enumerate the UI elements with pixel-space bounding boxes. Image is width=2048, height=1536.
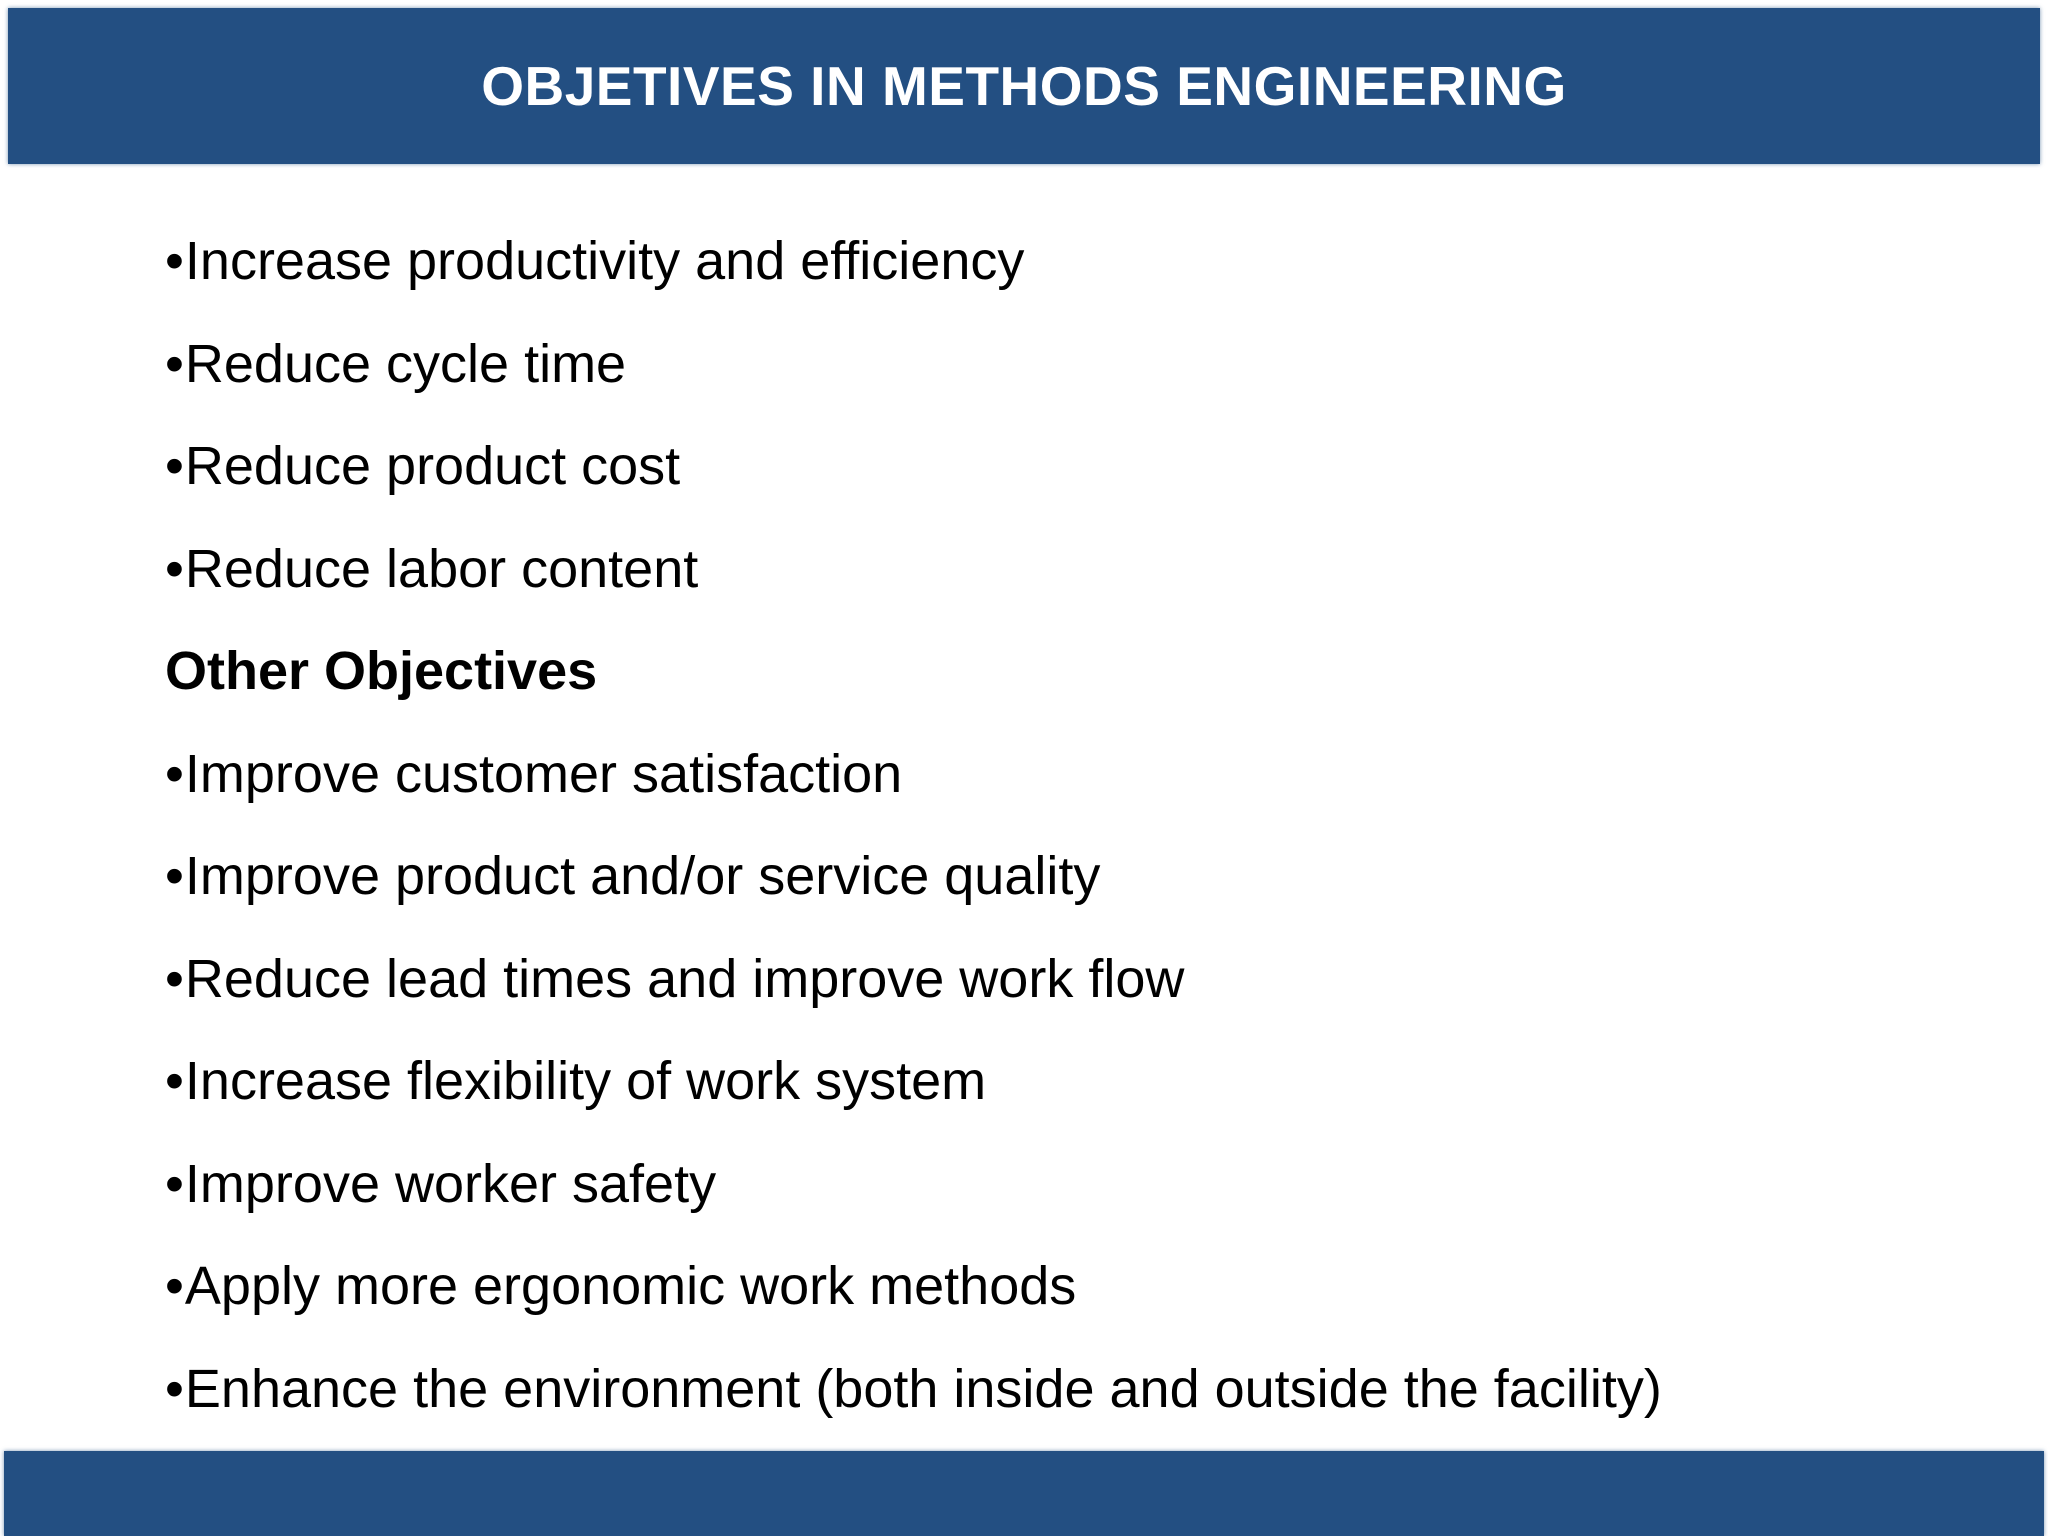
- list-item: [165, 928, 2005, 1031]
- bullet-icon: •: [165, 846, 184, 907]
- objective-text: Reduce labor content: [184, 538, 699, 599]
- bullet-icon: •: [165, 743, 184, 804]
- list-item: [165, 1030, 2005, 1133]
- list-item: [165, 1235, 2005, 1338]
- bullet-icon: •: [165, 231, 184, 292]
- objective-text: Improve product and/or service quality: [184, 846, 1101, 907]
- objective-text: Enhance the environment (both inside and outside the facility): [184, 1358, 1662, 1419]
- bullet-icon: •: [165, 948, 184, 1009]
- list-item: [165, 1338, 2005, 1441]
- list-item: [165, 415, 2005, 518]
- objective-text: Increase productivity and efficiency: [184, 231, 1025, 292]
- content-area: [165, 210, 2005, 1440]
- objective-text: Increase flexibility of work system: [184, 1051, 987, 1112]
- list-item: [165, 723, 2005, 826]
- bullet-icon: •: [165, 1051, 184, 1112]
- list-item: [165, 210, 2005, 313]
- objective-text: Reduce cycle time: [184, 333, 627, 394]
- bullet-icon: •: [165, 333, 184, 394]
- bullet-icon: •: [165, 436, 184, 497]
- footer-bar: [4, 1451, 2044, 1536]
- objective-text: Apply more ergonomic work methods: [184, 1256, 1077, 1317]
- slide-title: OBJETIVES IN METHODS ENGINEERING: [481, 55, 1567, 117]
- bullet-icon: •: [165, 1153, 184, 1214]
- objective-text: Reduce lead times and improve work flow: [184, 948, 1185, 1009]
- list-item: [165, 825, 2005, 928]
- bullet-icon: •: [165, 538, 184, 599]
- list-item: [165, 518, 2005, 621]
- bullet-icon: •: [165, 1358, 184, 1419]
- objective-text: Improve worker safety: [184, 1153, 717, 1214]
- bullet-icon: •: [165, 1256, 184, 1317]
- section-heading: Other Objectives: [165, 641, 598, 702]
- objective-text: Reduce product cost: [184, 436, 681, 497]
- title-bar: [8, 8, 2040, 164]
- objective-text: Improve customer satisfaction: [184, 743, 903, 804]
- list-item: [165, 313, 2005, 416]
- list-item: [165, 1133, 2005, 1236]
